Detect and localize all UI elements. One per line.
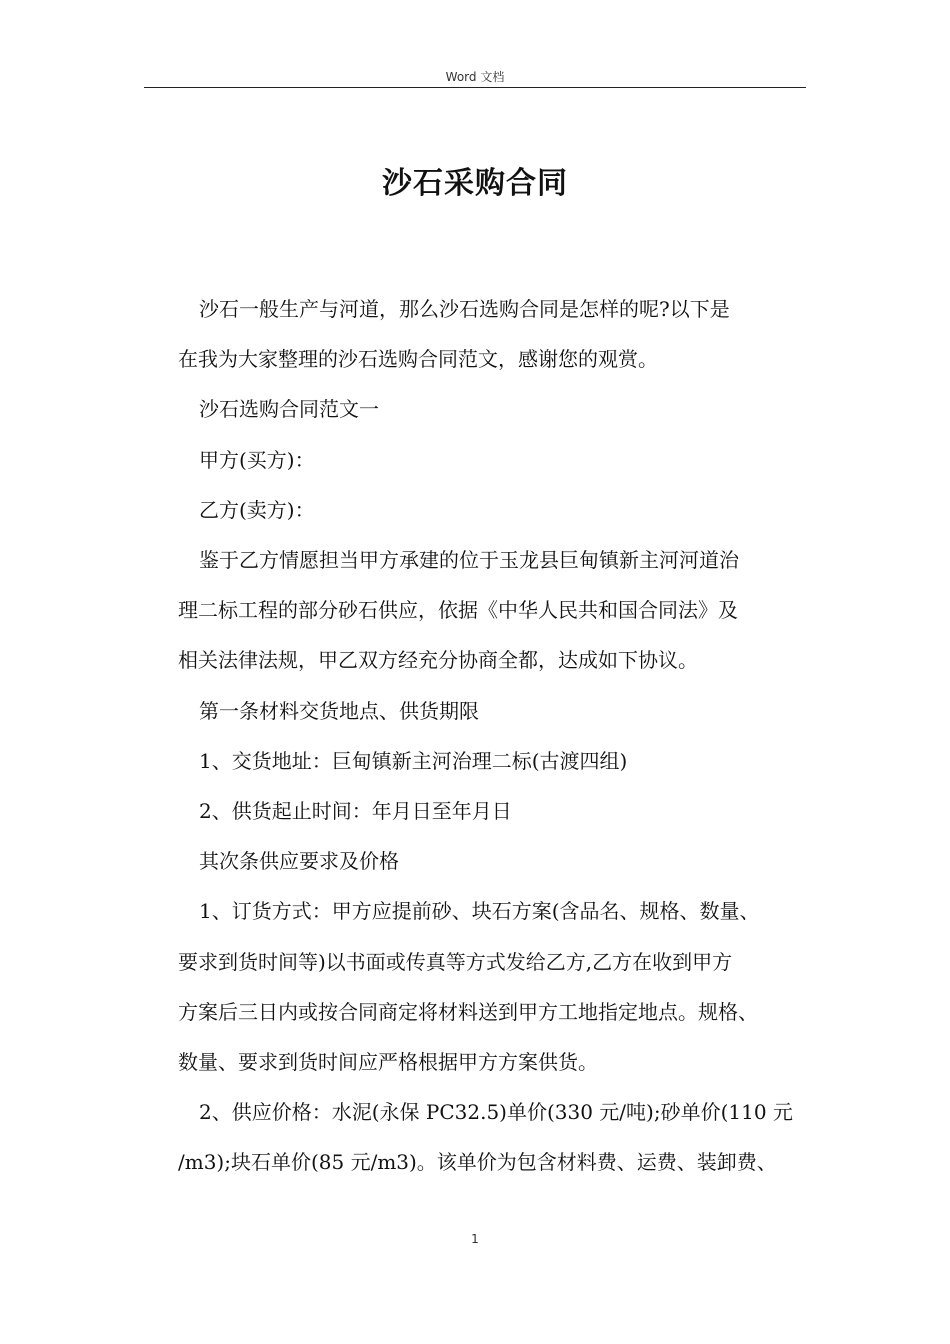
section-heading: 其次条供应要求及价格 [199, 849, 399, 874]
paragraph-line: 乙方(卖方)： [199, 497, 315, 522]
document-body [178, 284, 814, 1188]
paragraph-line: 沙石选购合同范文一 [199, 397, 379, 422]
paragraph-line: 甲方(买方)： [199, 447, 315, 472]
paragraph-line: 2、供货起止时间：年月日至年月日 [199, 799, 512, 824]
paragraph-line: 理二标工程的部分砂石供应，依据《中华人民共和国合同法》及 [178, 598, 738, 623]
paragraph-line: 沙石一般生产与河道，那么沙石选购合同是怎样的呢?以下是 [199, 297, 730, 321]
header-divider [144, 87, 806, 88]
page-number: 1 [471, 1232, 479, 1246]
paragraph-line: 数量、要求到货时间应严格根据甲方方案供货。 [178, 1050, 598, 1075]
paragraph-line: 1、交货地址：巨甸镇新主河治理二标(古渡四组) [199, 748, 628, 773]
paragraph-line: 方案后三日内或按合同商定将材料送到甲方工地指定地点。规格、 [178, 999, 758, 1024]
paragraph-line: /m3);块石单价(85 元/m3)。该单价为包含材料费、运费、装卸费、 [178, 1150, 777, 1175]
paragraph-line: 鉴于乙方情愿担当甲方承建的位于玉龙县巨甸镇新主河河道治 [199, 548, 739, 573]
paragraph-line: 在我为大家整理的沙石选购合同范文，感谢您的观赏。 [178, 347, 658, 372]
header-label: Word 文档 [445, 70, 505, 84]
paragraph-line: 1、订货方式：甲方应提前砂、块石方案(含品名、规格、数量、 [199, 899, 760, 924]
paragraph-line: 相关法律法规，甲乙双方经充分协商全都，达成如下协议。 [178, 648, 698, 673]
paragraph-line: 2、供应价格：水泥(永保 PC32.5)单价(330 元/吨);砂单价(110 元 [199, 1100, 793, 1125]
paragraph-line: 要求到货时间等)以书面或传真等方式发给乙方,乙方在收到甲方 [178, 949, 733, 974]
section-heading: 第一条材料交货地点、供货期限 [199, 698, 479, 723]
document-title: 沙石采购合同 [382, 166, 568, 201]
